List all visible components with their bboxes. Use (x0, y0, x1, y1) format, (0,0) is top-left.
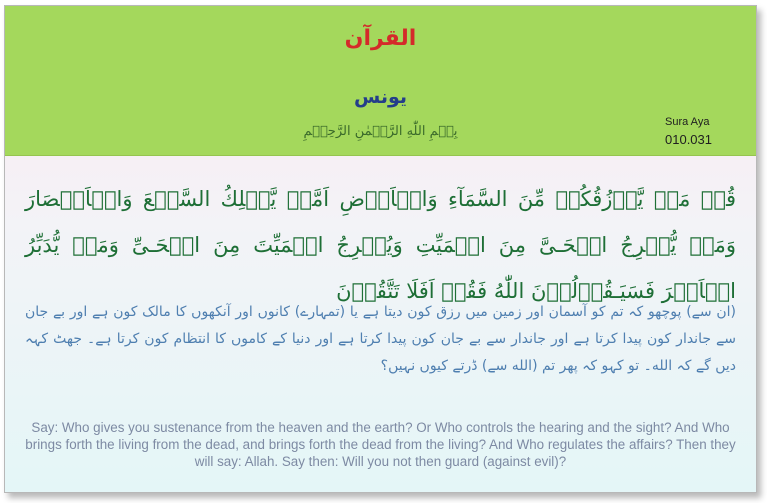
verse-card (4, 5, 757, 493)
sura-aya-label: Sura Aya (665, 116, 710, 128)
sura-aya-value: 010.031 (665, 132, 712, 147)
surah-name: يونس (353, 86, 408, 108)
quran-title: القرآن (344, 26, 417, 51)
urdu-translation: (ان سے) پوچھو کہ تم کو آسمان اور زمین میں رزق کون دیتا ہے یا (تمہارے) کانوں اور آنکھوں کا مالک کون ہے اور بے جان سے جاندار کون پیدا کرتا ہے اور جاندار سے بے جان کون پیدا کرتا ہے اور دنیا کے کاموں کا انتظام کون کرتا ہے۔ جھٹ کہہ دیں گے کہ الله۔ تو کہو کہ پھر تم (الله سے) ڈرتے کیوں نہیں؟ (25, 304, 736, 374)
header-panel (5, 6, 756, 156)
english-translation: Say: Who gives you sustenance from the heaven and the earth? Or Who controls the hearing and the sight? And Who brings forth the living from the dead, and brings forth the dead from the living? And Who regulates the affairs? Then they will say: Allah. Say then: Will you not then guard (against evil)? (25, 420, 736, 469)
basmala: بِسۡمِ اللّٰهِ الرَّحۡمٰنِ الرَّحِيۡمِ (303, 124, 458, 139)
arabic-verse-text: قُلۡ مَنۡ يَّرۡزُقُكُمۡ مِّنَ السَّمَآءِ وَالۡاَرۡضِ اَمَّنۡ يَّمۡلِكُ السَّمۡعَ وَالۡاَبۡصَارَ وَمَنۡ يُّخۡرِجُ الۡحَـىَّ مِنَ الۡمَيِّتِ وَيُخۡرِجُ الۡمَيِّتَ مِنَ الۡحَـىِّ وَمَنۡ يُّدَبِّرُ الۡاَمۡرَ‌ فَسَيَـقُوۡلُوۡنَ اللّٰهُ‌ فَقُلۡ اَفَلَا تَتَّقُوۡنَ (25, 187, 736, 303)
